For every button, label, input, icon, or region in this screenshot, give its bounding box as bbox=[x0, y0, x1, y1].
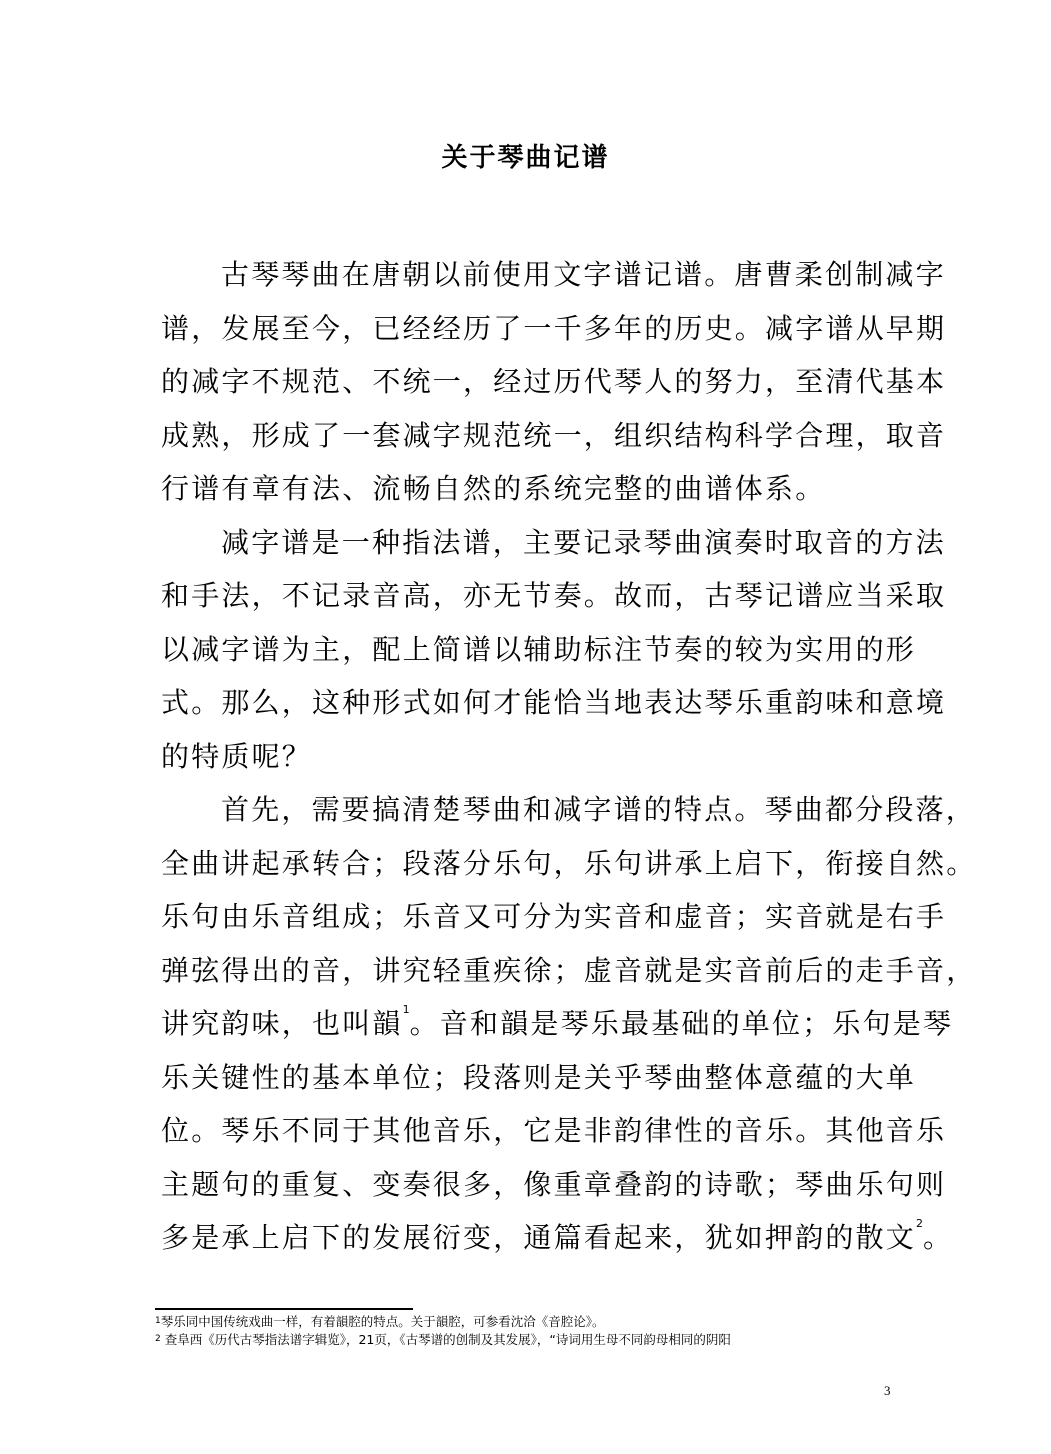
text-line: 和手法，不记录音高，亦无节奏。故而，古琴记谱应当采取 bbox=[161, 579, 947, 612]
paragraph-3 bbox=[161, 783, 977, 1265]
footnotes bbox=[155, 1313, 895, 1349]
paragraph-1 bbox=[161, 248, 947, 516]
text-line: 的特质呢？ bbox=[161, 739, 313, 773]
footnote-reference-2[interactable]: 2 bbox=[916, 1217, 924, 1230]
footnote-1 bbox=[155, 1313, 895, 1331]
text-line: 乐关键性的基本单位；段落则是关乎琴曲整体意蕴的大单 bbox=[161, 1060, 917, 1094]
footnote-text: 琴乐同中国传统戏曲一样，有着韻腔的特点。关于韻腔，可参看沈洽《音腔论》。 bbox=[160, 1314, 605, 1329]
text-line: 谱，发展至今，已经经历了一千多年的历史。减字谱从早期 bbox=[161, 311, 947, 345]
text-line: 行谱有章有法、流畅自然的系统完整的曲谱体系。 bbox=[161, 472, 826, 505]
text-line: 主题句的重复、变奏很多，像重章叠韵的诗歌；琴曲乐句则 bbox=[161, 1167, 947, 1201]
text-line: 式。那么，这种形式如何才能恰当地表达琴乐重韵味和意境 bbox=[161, 686, 947, 719]
text-line: 减字谱是一种指法谱，主要记录琴曲演奏时取音的方法 bbox=[221, 525, 946, 559]
footnote-mark: 2 bbox=[155, 1334, 161, 1344]
footnote-mark: 1 bbox=[155, 1316, 161, 1326]
footnote-text: 查阜西《历代古琴指法谱字辑览》，21页，《古琴谱的创制及其发展》，“诗词用生母不同韵母相同的阴阳 bbox=[160, 1332, 731, 1347]
text-line: 的减字不规范、不统一，经过历代琴人的努力，至清代基本 bbox=[161, 365, 947, 398]
paragraph-2 bbox=[161, 516, 947, 784]
text-line: 位。琴乐不同于其他音乐，它是非韵律性的音乐。其他音乐 bbox=[161, 1114, 947, 1147]
text-line: 以减字谱为主，配上简谱以辅助标注节奏的较为实用的形 bbox=[161, 632, 917, 666]
text-line: 弹弦得出的音，讲究轻重疾徐；虚音就是实音前后的走手音， bbox=[161, 953, 977, 987]
text-segment: 。 bbox=[923, 1221, 954, 1254]
text-line: 乐句由乐音组成；乐音又可分为实音和虚音；实音就是右手 bbox=[161, 900, 947, 933]
text-line: 首先，需要搞清楚琴曲和减字谱的特点。琴曲都分段落， bbox=[221, 793, 977, 826]
text-line: 古琴琴曲在唐朝以前使用文字谱记谱。唐曹柔创制减字 bbox=[221, 258, 946, 291]
footnote-2 bbox=[155, 1331, 895, 1349]
text-segment: 。音和韻是琴乐最基础的单位；乐句是琴 bbox=[409, 1007, 954, 1040]
page-title: 关于琴曲记谱 bbox=[441, 143, 610, 173]
footnote-separator bbox=[155, 1308, 413, 1310]
text-line-with-footnote bbox=[161, 997, 954, 1051]
text-line: 全曲讲起承转合；段落分乐句，乐句讲承上启下，衔接自然。 bbox=[161, 846, 977, 880]
document-body bbox=[161, 248, 977, 1265]
text-segment: 多是承上启下的发展衍变，通篇看起来，犹如押韵的散文 bbox=[161, 1221, 917, 1254]
footnote-reference-1[interactable]: 1 bbox=[402, 1003, 410, 1016]
text-line-with-footnote bbox=[161, 1211, 954, 1265]
text-line: 成熟，形成了一套减字规范统一，组织结构科学合理，取音 bbox=[161, 418, 947, 452]
text-segment: 讲究韵味，也叫韻 bbox=[161, 1007, 403, 1040]
page-number: 3 bbox=[884, 1383, 891, 1398]
